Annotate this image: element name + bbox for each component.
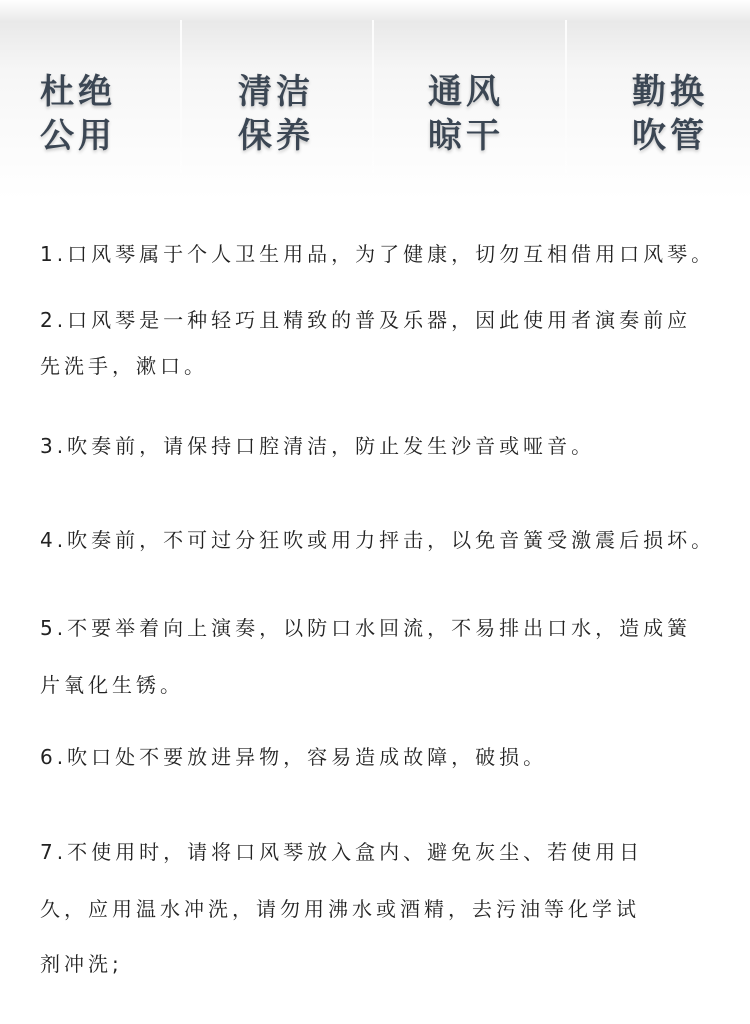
pillar-replace-tube — [632, 70, 742, 158]
pillar-no-sharing — [40, 70, 150, 158]
tip-2-line: 2.口风琴是一种轻巧且精致的普及乐器，因此使用者演奏前应 — [40, 308, 692, 332]
tip-3-line: 3.吹奏前，请保持口腔清洁，防止发生沙音或哑音。 — [40, 434, 596, 458]
tip-2-line: 先洗手，漱口。 — [40, 354, 208, 378]
pillar-line: 勤换 — [632, 72, 708, 112]
pillar-line: 通风 — [428, 72, 504, 112]
tip-7-line: 7.不使用时，请将口风琴放入盒内、避免灰尘、若使用日 — [40, 840, 644, 864]
tip-7-line: 久，应用温水冲洗，请勿用沸水或酒精，去污油等化学试 — [40, 897, 640, 921]
tip-6-line: 6.吹口处不要放进异物，容易造成故障，破损。 — [40, 745, 548, 769]
header-banner — [0, 0, 750, 200]
header-divider — [372, 20, 374, 185]
header-divider — [180, 20, 182, 185]
tip-7-line: 剂冲洗; — [40, 952, 123, 976]
header-divider — [565, 20, 567, 185]
pillar-ventilation — [428, 70, 538, 158]
pillar-line: 晾干 — [428, 116, 504, 156]
pillar-line: 公用 — [40, 116, 116, 156]
tip-4-line: 4.吹奏前，不可过分狂吹或用力抨击，以免音簧受激震后损坏。 — [40, 528, 716, 552]
tip-5-line: 片氧化生锈。 — [40, 673, 184, 697]
tip-5-line: 5.不要举着向上演奏，以防口水回流，不易排出口水，造成簧 — [40, 616, 692, 640]
pillar-line: 保养 — [238, 116, 314, 156]
pillar-line: 清洁 — [238, 72, 314, 112]
pillar-line: 吹管 — [632, 116, 708, 156]
tip-1-line: 1.口风琴属于个人卫生用品，为了健康，切勿互相借用口风琴。 — [40, 242, 716, 266]
pillar-line: 杜绝 — [40, 72, 116, 112]
pillar-cleaning — [238, 70, 348, 158]
